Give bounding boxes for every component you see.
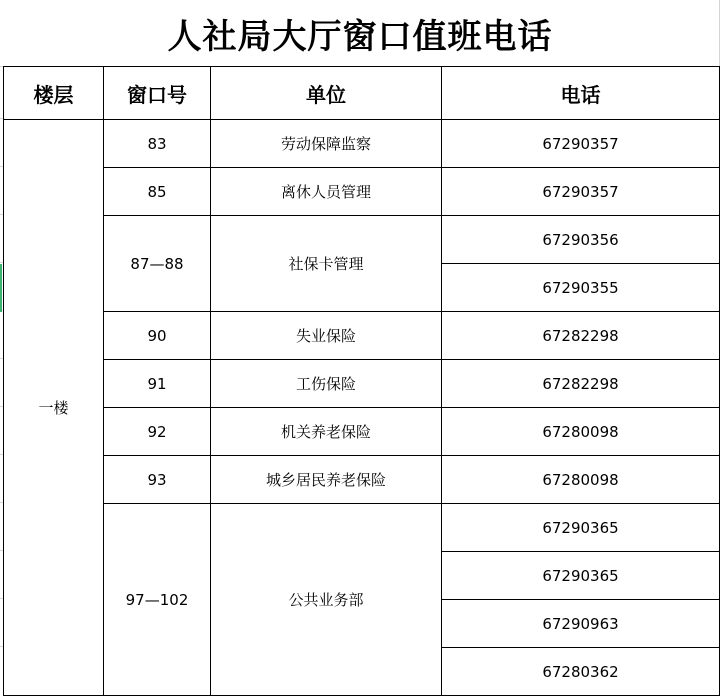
duty-phone-table	[3, 66, 720, 696]
table-row	[4, 168, 720, 216]
unit-cell[interactable]: 城乡居民养老保险	[211, 456, 442, 504]
phone-cell[interactable]: 67282298	[442, 360, 720, 408]
unit-cell[interactable]: 工伤保险	[211, 360, 442, 408]
phone-cell[interactable]: 67290357	[442, 120, 720, 168]
table-row	[4, 312, 720, 360]
phone-cell[interactable]: 67280362	[442, 648, 720, 696]
header-floor[interactable]: 楼层	[4, 67, 104, 120]
unit-cell[interactable]: 机关养老保险	[211, 408, 442, 456]
unit-cell[interactable]: 社保卡管理	[211, 216, 442, 312]
window-cell[interactable]: 97—102	[104, 504, 211, 696]
header-unit[interactable]: 单位	[211, 67, 442, 120]
table-row	[4, 360, 720, 408]
unit-cell[interactable]: 离休人员管理	[211, 168, 442, 216]
unit-cell[interactable]: 失业保险	[211, 312, 442, 360]
phone-cell[interactable]: 67290357	[442, 168, 720, 216]
window-cell[interactable]: 91	[104, 360, 211, 408]
table-row	[4, 408, 720, 456]
table-row	[4, 456, 720, 504]
row-selection-marker	[0, 264, 2, 312]
phone-cell[interactable]: 67280098	[442, 408, 720, 456]
floor-cell[interactable]: 一楼	[4, 120, 104, 696]
window-cell[interactable]: 85	[104, 168, 211, 216]
phone-cell[interactable]: 67290355	[442, 264, 720, 312]
phone-cell[interactable]: 67290356	[442, 216, 720, 264]
unit-cell[interactable]: 公共业务部	[211, 504, 442, 696]
phone-cell[interactable]: 67282298	[442, 312, 720, 360]
window-cell[interactable]: 83	[104, 120, 211, 168]
header-window[interactable]: 窗口号	[104, 67, 211, 120]
header-phone[interactable]: 电话	[442, 67, 720, 120]
phone-cell[interactable]: 67290365	[442, 552, 720, 600]
phone-cell[interactable]: 67290365	[442, 504, 720, 552]
phone-cell[interactable]: 67280098	[442, 456, 720, 504]
window-cell[interactable]: 87—88	[104, 216, 211, 312]
table-row	[4, 216, 720, 264]
header-row	[4, 67, 720, 120]
window-cell[interactable]: 90	[104, 312, 211, 360]
window-cell[interactable]: 93	[104, 456, 211, 504]
table-row	[4, 120, 720, 168]
unit-cell[interactable]: 劳动保障监察	[211, 120, 442, 168]
sheet-title[interactable]: 人社局大厅窗口值班电话	[167, 16, 553, 57]
window-cell[interactable]: 92	[104, 408, 211, 456]
phone-cell[interactable]: 67290963	[442, 600, 720, 648]
table-row	[4, 504, 720, 552]
